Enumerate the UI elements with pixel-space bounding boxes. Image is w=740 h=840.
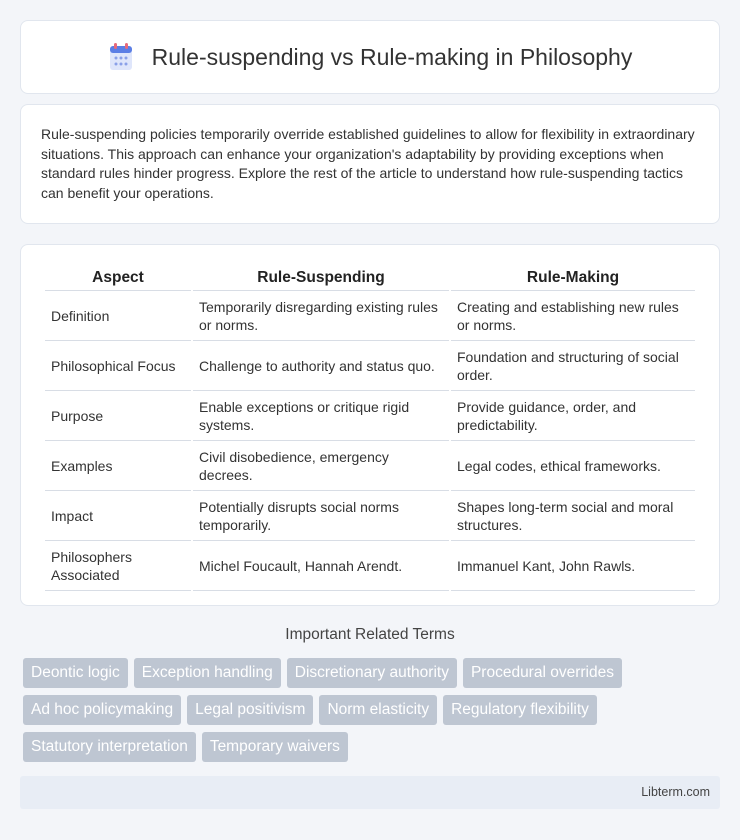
cell-aspect: Philosophical Focus	[45, 341, 191, 391]
header-rule-making: Rule-Making	[451, 265, 695, 291]
comparison-table	[43, 265, 697, 591]
term-tag[interactable]: Exception handling	[134, 658, 281, 688]
term-tag[interactable]: Deontic logic	[23, 658, 128, 688]
cell-aspect: Examples	[45, 441, 191, 491]
cell-rule-suspending: Temporarily disregarding existing rules or norms.	[193, 291, 449, 341]
term-tag[interactable]: Discretionary authority	[287, 658, 457, 688]
comparison-card	[20, 244, 720, 606]
term-tag[interactable]: Statutory interpretation	[23, 732, 196, 762]
header-rule-suspending: Rule-Suspending	[193, 265, 449, 291]
cell-aspect: Definition	[45, 291, 191, 341]
intro-text: Rule-suspending policies temporarily override established guidelines to allow for flexibility in extraordinary situations. This approach can enhance your organization's adaptability by providing exceptions when standard rules hinder progress. Explore the rest of the article to understand how rule-suspending tactics can benefit your operations.	[41, 126, 695, 201]
table-row	[45, 391, 695, 441]
table-row	[45, 441, 695, 491]
cell-rule-suspending: Potentially disrupts social norms temporarily.	[193, 491, 449, 541]
table-header-row	[45, 265, 695, 291]
cell-aspect: Purpose	[45, 391, 191, 441]
cell-rule-making: Shapes long-term social and moral structures.	[451, 491, 695, 541]
table-row	[45, 541, 695, 591]
footer	[20, 776, 720, 809]
cell-aspect: Impact	[45, 491, 191, 541]
table-row	[45, 341, 695, 391]
related-terms-heading: Important Related Terms	[285, 626, 455, 643]
table-row	[45, 491, 695, 541]
cell-rule-making: Immanuel Kant, John Rawls.	[451, 541, 695, 591]
cell-rule-making: Creating and establishing new rules or norms.	[451, 291, 695, 341]
cell-rule-suspending: Enable exceptions or critique rigid systems.	[193, 391, 449, 441]
related-terms-list	[23, 658, 723, 762]
cell-rule-suspending: Challenge to authority and status quo.	[193, 341, 449, 391]
term-tag[interactable]: Ad hoc policymaking	[23, 695, 181, 725]
cell-rule-suspending: Michel Foucault, Hannah Arendt.	[193, 541, 449, 591]
intro-card	[20, 104, 720, 224]
term-tag[interactable]: Legal positivism	[187, 695, 313, 725]
term-tag[interactable]: Regulatory flexibility	[443, 695, 597, 725]
term-tag[interactable]: Procedural overrides	[463, 658, 622, 688]
cell-rule-making: Provide guidance, order, and predictability.	[451, 391, 695, 441]
document-icon	[108, 43, 134, 71]
term-tag[interactable]: Norm elasticity	[319, 695, 437, 725]
term-tag[interactable]: Temporary waivers	[202, 732, 348, 762]
cell-aspect: Philosophers Associated	[45, 541, 191, 591]
cell-rule-making: Foundation and structuring of social order.	[451, 341, 695, 391]
cell-rule-suspending: Civil disobedience, emergency decrees.	[193, 441, 449, 491]
table-row	[45, 291, 695, 341]
header-aspect: Aspect	[45, 265, 191, 291]
footer-site-link[interactable]: Libterm.com	[641, 785, 710, 799]
cell-rule-making: Legal codes, ethical frameworks.	[451, 441, 695, 491]
page-title: Rule-suspending vs Rule-making in Philosophy	[151, 43, 633, 70]
title-card	[20, 20, 720, 94]
